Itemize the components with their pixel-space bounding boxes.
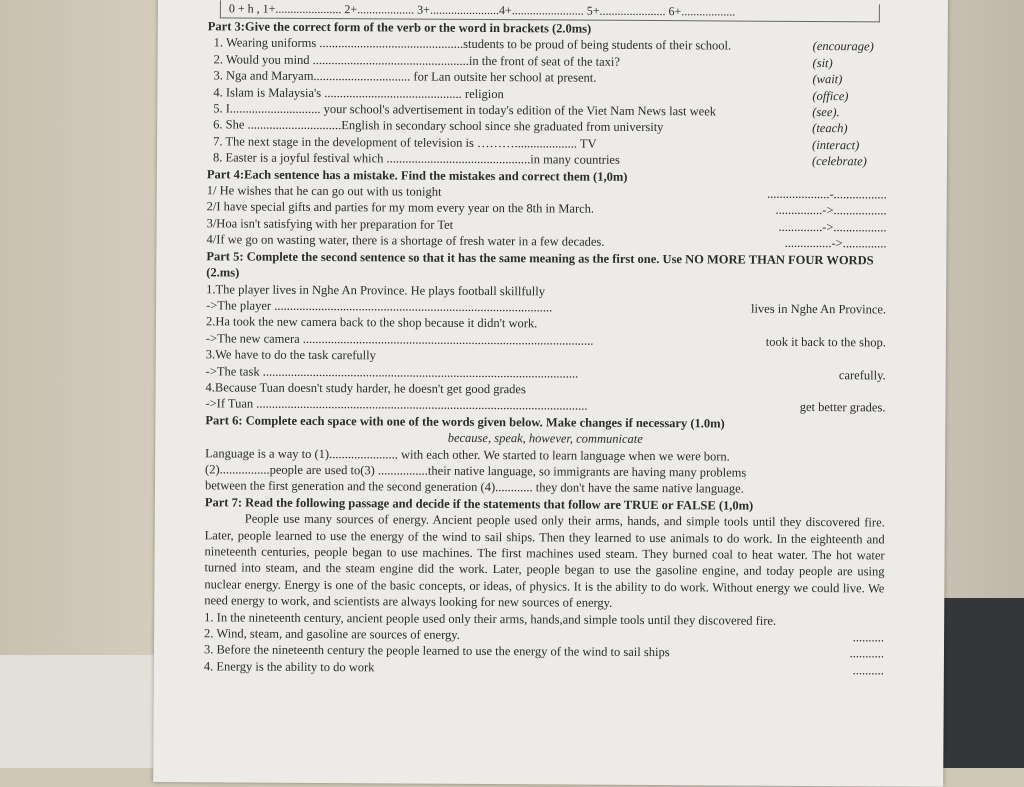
part5-question: 3.We have to do the task carefully [206,346,886,367]
part3-item-text: 7. The next stage in the development of television is ……….................... TV [213,133,806,153]
part3-item-text: 8. Easter is a joyful festival which ..............................................in many countries [213,150,806,170]
part7-item [204,658,884,679]
part7-item-text: 2. Wind, steam, and gasoline are sources of energy. [204,625,853,645]
part3-item-text: 6. She ..............................English in secondary school since she graduated from university [213,117,806,137]
part5-answer-blank: ->The new camera ............................................................................................. [206,330,766,350]
part3-item-hint: (see). [812,104,887,121]
background-wall-left [0,0,180,660]
background-wall-right [934,0,1024,600]
part7-item-blank: ........... [850,646,884,663]
part4-title: Part 4:Each sentence has a mistake. Find the mistakes and correct them (1,0m) [207,166,887,187]
worksheet-page [153,0,948,787]
part3-item-hint: (interact) [812,137,887,154]
part4-item-text: 3/Hoa isn't satisfying with her preparation for Tet [207,215,779,235]
part5-title: Part 5: Complete the second sentence so that it has the same meaning as the first one. Use NO MORE THAN FOUR WORDS (2.ms) [206,248,886,285]
background-floor-right [934,598,1024,768]
part7-item-blank: .......... [853,662,884,679]
part4-item-blank: ...............->................. [775,202,886,219]
part6-word-bank: because, speak, however, communicate [205,428,885,449]
part3-title: Part 3:Give the correct form of the verb or the word in brackets (2.0ms) [208,18,888,39]
part4-item-blank: ...............->.............. [785,235,887,252]
part3-item-hint: (celebrate) [812,153,887,170]
answer-box-top: 0 + h , 1+...................... 2+................... 3+.......................4+........................ 5+...................... 6+.................. [220,0,880,22]
part7-item-text: 1. In the nineteenth century, ancient people used only their arms, hands,and simple tools until they discovered fire. [204,609,884,630]
part5-answer-end: get better grades. [800,399,886,416]
part7-title: Part 7: Read the following passage and decide if the statements that follow are TRUE or FALSE (1,0m) [205,494,885,515]
part5-answer-blank: ->The task ..................................................................................................... [206,363,839,383]
part7-passage: People use many sources of energy. Ancient people used only their arms, hands, and simple tools until they discovered fire. Later, people learned to use the energy of the wind to sail ships. Then they learned to use animals to do work. In the eighteenth and nineteenth centuries, people began to use machines. The first machines used steam. They burned coal to heat water. The hot water turned into steam, and the steam engine did the work. Later, people began to use the gasoline engine, and today people are using nuclear energy. Energy is one of the basic concepts, or ideas, of physics. It is the ability to do work. Without energy we could live. We need energy to work, and scientists are always looking for new sources of energy. [204,510,885,613]
part5-answer-end: took it back to the shop. [766,333,886,350]
part3-item-hint: (office) [812,88,887,105]
part4-item-text: 4/If we go on wasting water, there is a shortage of fresh water in a few decades. [206,232,784,252]
part6-line: (2)................people are used to(3) ................their native language, so immigrants are having many problems [205,461,885,482]
part5-answer-blank: ->The player ......................................................................................... [206,297,751,317]
worksheet-content [204,0,888,678]
part3-item-hint: (encourage) [813,38,888,55]
part3-item-hint: (wait) [812,71,887,88]
part4-item-blank: ..............->................. [778,219,886,236]
part4-item-text: 2/I have special gifts and parties for my mom every year on the 8th in March. [207,199,776,219]
part6-line: between the first generation and the second generation (4)............ they don't have the same native language. [205,478,885,499]
part3-item-text: 4. Islam is Malaysia's ............................................ religion [213,84,806,104]
part5-answer-end: carefully. [839,367,886,384]
part7-item-text: 4. Energy is the ability to do work [204,658,853,678]
part7-item-blank: .......... [853,629,884,646]
part3-item-hint: (sit) [813,55,888,72]
part6-title: Part 6: Complete each space with one of the words given below. Make changes if necessary (1.0m) [205,412,885,433]
part5-answer-blank: ->If Tuan .......................................................................................................... [205,396,799,416]
part4-item-blank: ....................-................. [767,186,887,203]
part5-question: 4.Because Tuan doesn't study harder, he doesn't get good grades [206,379,886,400]
part7-item-text: 3. Before the nineteenth century the people learned to use the energy of the wind to sail ships [204,642,850,662]
part3-item-hint: (teach) [812,120,887,137]
part5-question: 1.The player lives in Nghe An Province. He plays football skillfully [206,281,886,302]
part6-line: Language is a way to (1)...................... with each other. We started to learn language when we were born. [205,445,885,466]
part4-item-text: 1/ He wishes that he can go out with us tonight [207,182,767,202]
part5-answer-end: lives in Nghe An Province. [751,301,886,318]
part5-question: 2.Ha took the new camera back to the shop because it didn't work. [206,314,886,335]
part3-item-text: 3. Nga and Maryam............................... for Lan outsite her school at present. [213,68,806,88]
part3-item-text: 2. Would you mind ..................................................in the front of seat of the taxi? [214,51,807,71]
part3-item-text: 5. I............................. your school's advertisement in today's edition of the Viet Nam News last week [213,100,806,120]
part3-item-text: 1. Wearing uniforms ..............................................students to be proud of being students of their school. [214,35,807,55]
